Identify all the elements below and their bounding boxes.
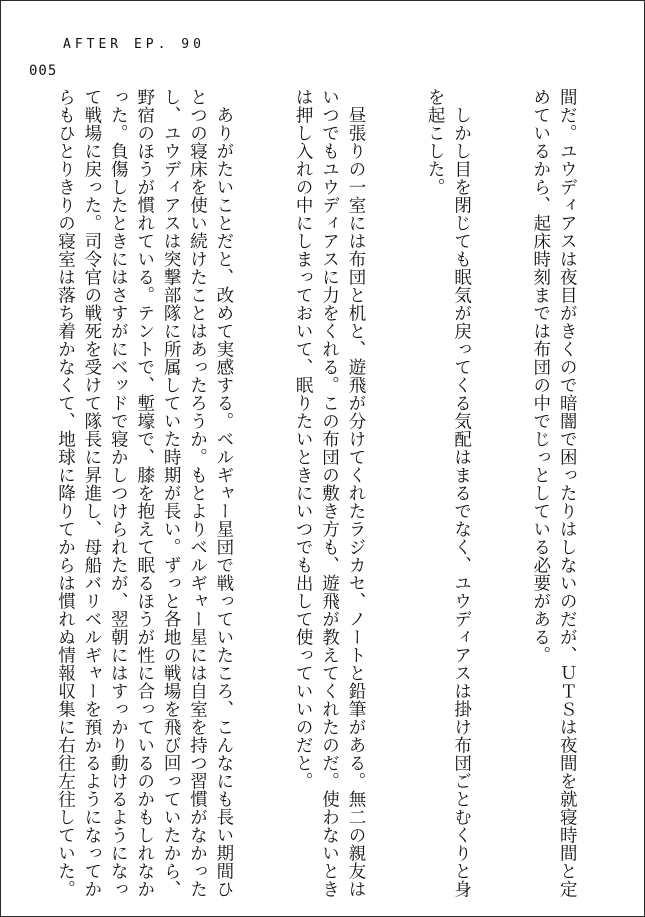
paragraph: 昼張りの一室には布団と机と、遊飛が分けてくれたラジカセ、ノートと鉛筆がある。無二の親友はいつでもユウディアスに力をくれる。この布団の敷き方も、遊飛が教えてくれたのだ。使わないときは押し入れの中にしまっておいて、眠りたいときにいつでも出して使っていいのだと。	[293, 88, 366, 898]
paragraph: 間だ。ユウディアスは夜目がきくので暗闇で困ったりはしないのだが、ＵＴＳは夜間を就寝時間と定めているから、起床時刻までは布団の中でじっとしている必要がある。	[530, 88, 578, 898]
paragraph: ありがたいことだと、改めて実感する。ベルギャー星団で戦っていたころ、こんなにも長い期間ひとつの寝床を使い続けたことはあったろうか。もとよりベルギャー星には自室を持つ習慣がなかったし、ユウディアスは突撃部隊に所属していた時期が長い。ずっと各地の戦場を飛び回っていたから、野宿のほうが慣れている。テントで、塹壕で、膝を抱えて眠るほうが性に合っているのかもしれなかった。負傷したときにはさすがにベッドで寝かしつけられたが、翌朝にはすっかり動けるようになって戦場に戻った。司令官の戦死を受けて隊長に昇進し、母船バリベルギャーを預かるようになってからもひとりきりの寝室は落ち着かなくて、地球に降りてからは慣れぬ情報収集に右往左往していた。	[55, 88, 234, 898]
body-text	[0, 88, 633, 900]
top-border	[0, 0, 645, 1]
running-head: AFTER EP. 90	[63, 37, 205, 52]
page-number: 005	[29, 63, 58, 79]
paragraph: しかし目を閉じても眠気が戻ってくる気配はまるでなく、ユウディアスは掛け布団ごとむくりと身を起こした。	[425, 88, 472, 898]
